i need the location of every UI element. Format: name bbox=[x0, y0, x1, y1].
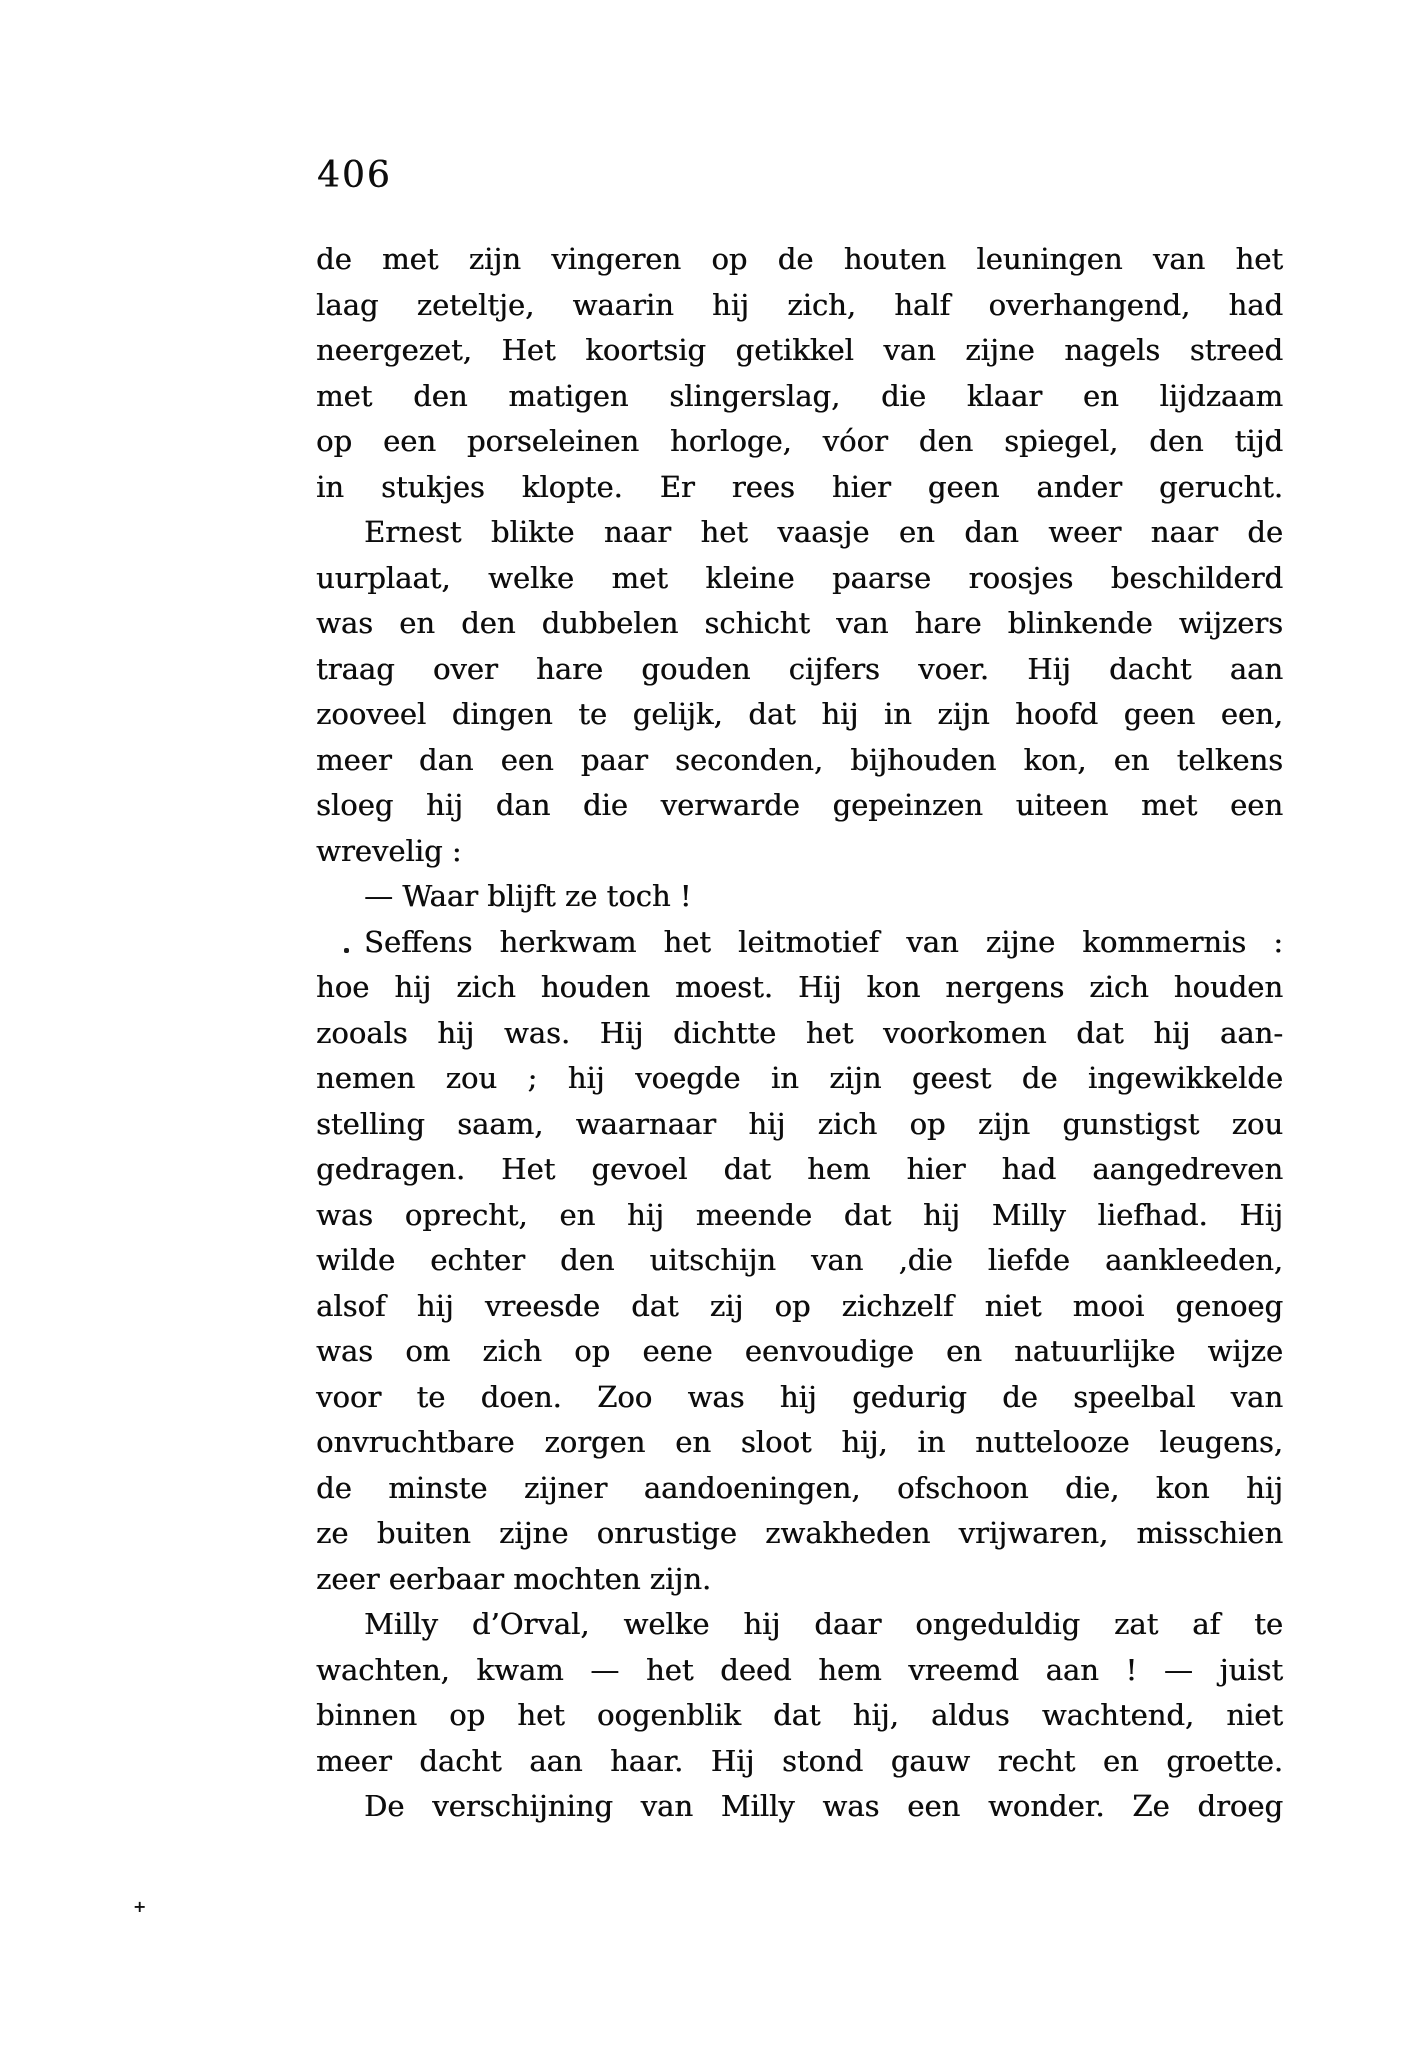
text-line: op een porseleinen horloge, vóor den spiegel, den tijd bbox=[316, 424, 1283, 458]
text-line: — Waar blijft ze toch ! bbox=[364, 879, 692, 913]
text-line: binnen op het oogenblik dat hij, aldus wachtend, niet bbox=[316, 1698, 1283, 1732]
text-line: sloeg hij dan die verwarde gepeinzen uiteen met een bbox=[316, 788, 1283, 822]
text-line: neergezet, Het koortsig getikkel van zijne nagels streed bbox=[316, 333, 1283, 367]
scan-artifact-plus: + bbox=[133, 1897, 147, 1916]
text-line: de met zijn vingeren op de houten leuningen van het bbox=[316, 242, 1283, 276]
text-line: zeer eerbaar mochten zijn. bbox=[316, 1561, 712, 1596]
text-line: alsof hij vreesde dat zij op zichzelf niet mooi genoeg bbox=[316, 1288, 1283, 1323]
text-line: Milly d’Orval, welke hij daar ongeduldig zat af te bbox=[364, 1607, 1283, 1641]
text-line: de minste zijner aandoeningen, ofschoon die, kon hij bbox=[316, 1470, 1283, 1505]
text-line: was om zich op eene eenvoudige en natuurlijke wijze bbox=[316, 1334, 1283, 1368]
text-line: wachten, kwam — het deed hem vreemd aan ! — juist bbox=[316, 1652, 1283, 1687]
text-line: wrevelig : bbox=[316, 833, 462, 868]
page-number: 406 bbox=[317, 155, 392, 196]
text-line: onvruchtbare zorgen en sloot hij, in nuttelooze leugens, bbox=[316, 1425, 1283, 1459]
text-line: hoe hij zich houden moest. Hij kon nergens zich houden bbox=[316, 970, 1283, 1004]
text-line: voor te doen. Zoo was hij gedurig de speelbal van bbox=[316, 1379, 1283, 1414]
text-line: ze buiten zijne onrustige zwakheden vrijwaren, misschien bbox=[316, 1516, 1283, 1550]
text-line: meer dan een paar seconden, bijhouden kon, en telkens bbox=[316, 742, 1283, 777]
text-line: meer dacht aan haar. Hij stond gauw recht en groette. bbox=[316, 1743, 1283, 1778]
text-line: zooveel dingen te gelijk, dat hij in zijn hoofd geen een, bbox=[316, 697, 1283, 731]
text-line: in stukjes klopte. Er rees hier geen ander gerucht. bbox=[316, 469, 1283, 504]
text-line: wilde echter den uitschijn van ‚die liefde aankleeden, bbox=[316, 1243, 1283, 1277]
text-line: stelling saam, waarnaar hij zich op zijn gunstigst zou bbox=[316, 1106, 1283, 1141]
text-line: Ernest blikte naar het vaasje en dan weer naar de bbox=[364, 515, 1283, 549]
text-line: was en den dubbelen schicht van hare blinkende wijzers bbox=[316, 606, 1283, 640]
text-line: laag zeteltje, waarin hij zich, half overhangend, had bbox=[316, 287, 1283, 322]
scan-artifact-dot bbox=[344, 948, 349, 953]
text-line: uurplaat, welke met kleine paarse roosjes beschilderd bbox=[316, 560, 1283, 595]
text-line: Seffens herkwam het leitmotief van zijne kommernis : bbox=[364, 924, 1283, 959]
text-line: De verschijning van Milly was een wonder. Ze droeg bbox=[364, 1789, 1283, 1823]
text-line: was oprecht, en hij meende dat hij Milly liefhad. Hij bbox=[316, 1197, 1283, 1232]
text-line: zooals hij was. Hij dichtte het voorkomen dat hij aan- bbox=[316, 1015, 1283, 1050]
text-line: traag over hare gouden cijfers voer. Hij dacht aan bbox=[316, 651, 1283, 686]
text-line: gedragen. Het gevoel dat hem hier had aangedreven bbox=[316, 1152, 1283, 1186]
text-line: nemen zou ; hij voegde in zijn geest de ingewikkelde bbox=[316, 1061, 1283, 1095]
text-line: met den matigen slingerslag, die klaar en lijdzaam bbox=[316, 378, 1283, 413]
body-text-block bbox=[316, 237, 1283, 1830]
